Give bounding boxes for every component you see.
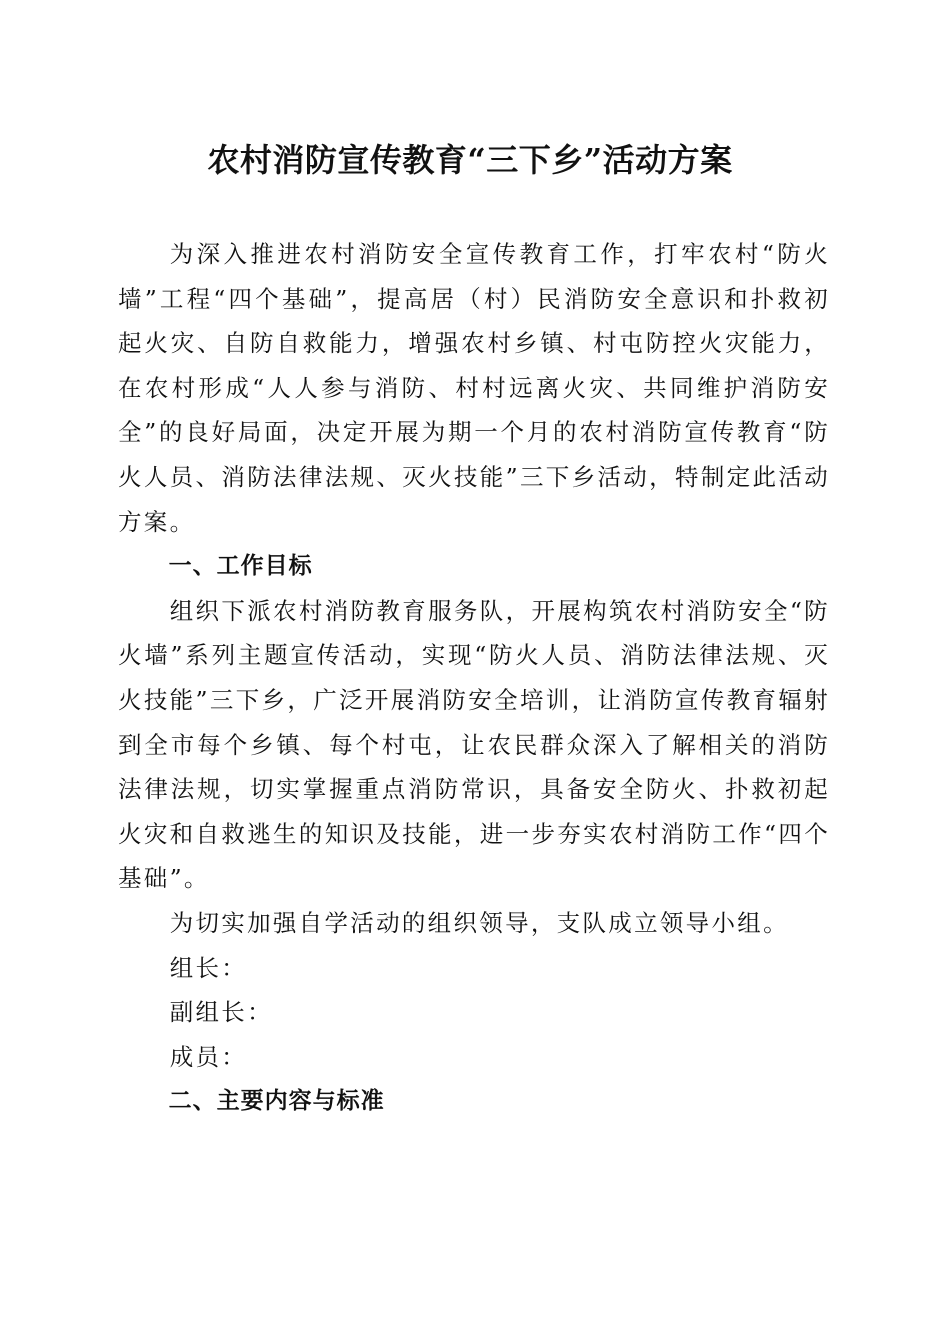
section-heading-content: 二、主要内容与标准: [168, 1088, 385, 1115]
leader-field: 组长：: [169, 953, 248, 982]
deputy-leader-field: 副组长：: [169, 998, 273, 1027]
members-field: 成员：: [169, 1042, 248, 1071]
goals-paragraph: 组织下派农村消防教育服务队，开展构筑农村消防安全“防火墙”系列主题宣传活动，实现“防火人员、消防法律法规、灭火技能”三下乡，广泛开展消防安全培训，让消防宣传教育辐射到全市每个乡镇、每个村屯，让农民群众深入了解相关的消防法律法规，切实掌握重点消防常识，具备安全防火、扑救初起火灾和自救逃生的知识及技能，进一步夯实农村消防工作“四个基础”。: [118, 596, 830, 893]
intro-paragraph: 为深入推进农村消防安全宣传教育工作，打牢农村“防火墙”工程“四个基础”，提高居（村）民消防安全意识和扑救初起火灾、自防自救能力，增强农村乡镇、村屯防控火灾能力，在农村形成“人人参与消防、村村远离火灾、共同维护消防安全”的良好局面，决定开展为期一个月的农村消防宣传教育“防火人员、消防法律法规、灭火技能”三下乡活动，特制定此活动方案。: [118, 240, 830, 536]
document-title: 农村消防宣传教育“三下乡”活动方案: [207, 141, 733, 179]
document-body: [118, 232, 830, 1124]
section-heading-goals: 一、工作目标: [168, 553, 313, 580]
leadership-paragraph: 为切实加强自学活动的组织领导，支队成立领导小组。: [169, 908, 789, 937]
